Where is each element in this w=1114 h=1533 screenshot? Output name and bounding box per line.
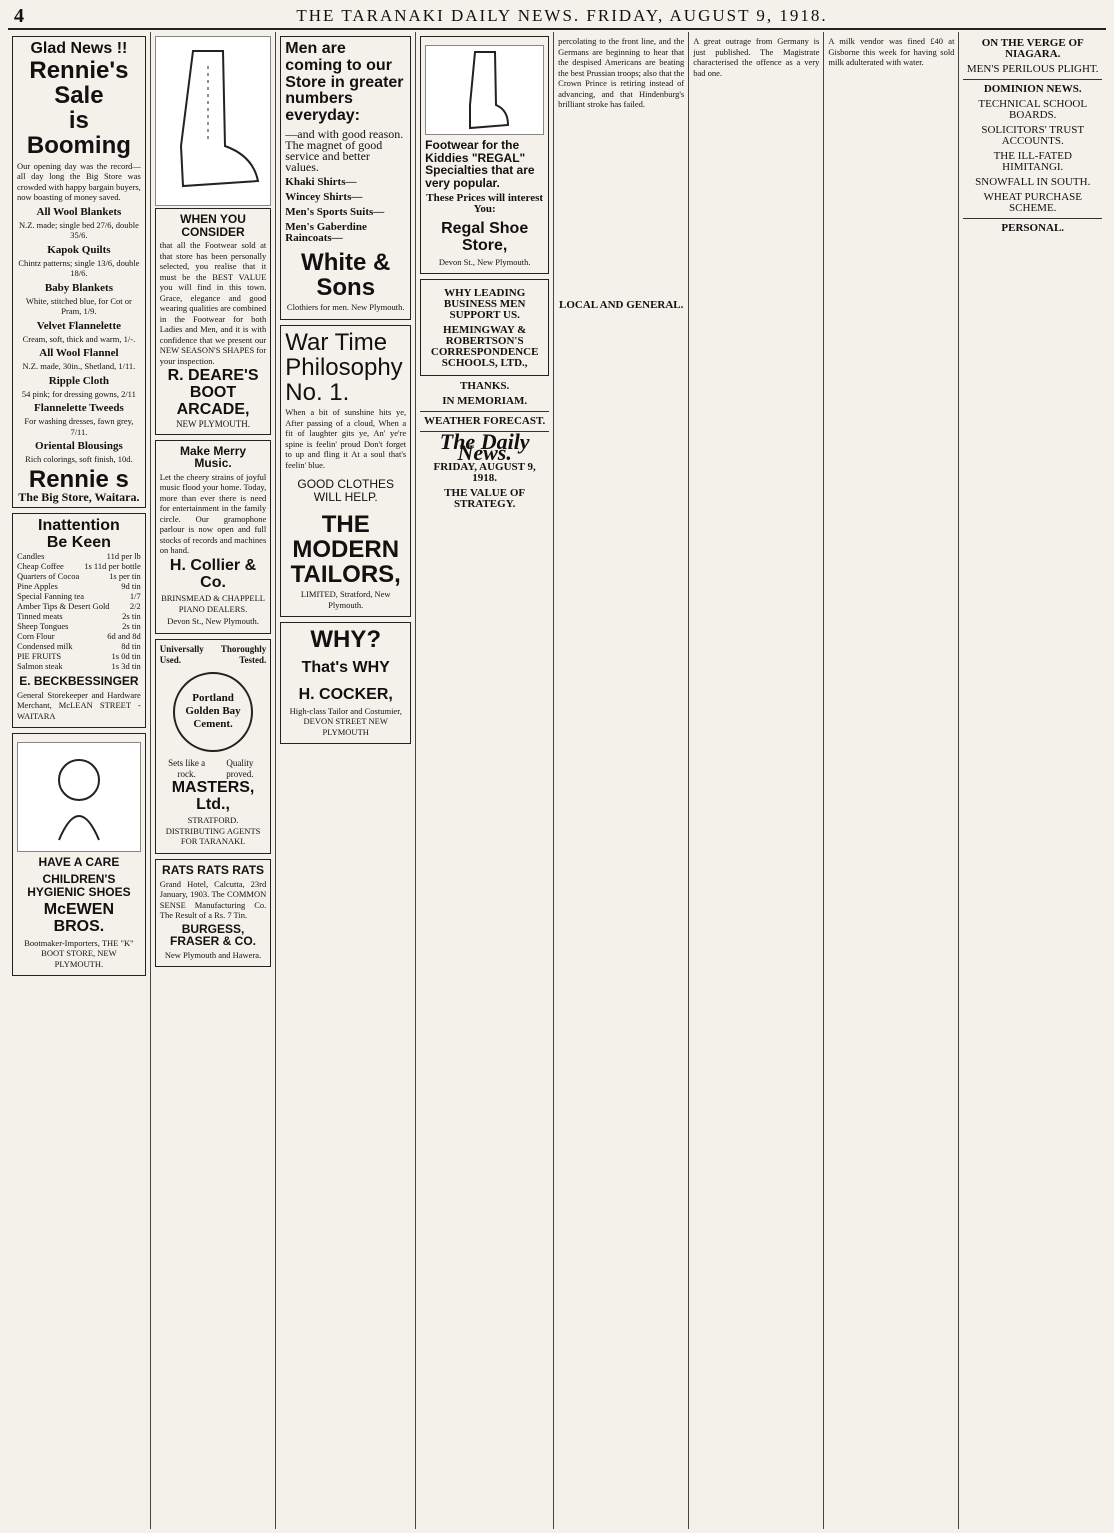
item-desc: N.Z. made, 30in., Shetland, 1/11. [22,361,136,372]
item-desc: Rich colorings, soft finish, 10d. [25,454,133,465]
ad-text: —and with good reason. The magnet of good service and better values. [285,126,404,174]
ad-text: Devon St., New Plymouth. [438,256,531,267]
item-desc: Cream, soft, thick and warm, 1/-. [22,333,136,344]
section-subheading: SNOWFALL IN SOUTH. [975,176,1091,188]
mcewen-ad [12,733,146,976]
ad-heading: HAVE A CARE [38,855,120,870]
ad-text: New Plymouth and Hawera. [164,949,262,960]
ad-heading: Regal Shoe Store, [441,220,529,255]
column-5 [554,32,689,1529]
child-illustration [17,742,141,852]
section-subheading: TECHNICAL SCHOOL BOARDS. [978,98,1088,121]
collier-ad [155,440,271,634]
price-row [17,561,141,571]
ad-heading: WHY LEADING BUSINESS MEN SUPPORT US. [443,287,526,322]
ad-heading: WHEN YOU CONSIDER [180,212,246,239]
section-heading: WEATHER FORECAST. [424,415,546,428]
item-price: 2s tin [122,611,141,622]
ad-text: Sets like a rock. [168,757,206,779]
item-price: 2s tin [122,621,141,632]
section-subheading: MEN'S PERILOUS PLIGHT. [966,63,1099,75]
masthead-title: THE TARANAKI DAILY NEWS. FRIDAY, AUGUST 9, 1918. [296,6,828,25]
cement-ad [155,639,271,854]
ad-heading: Khaki Shirts— [285,175,357,188]
price-row [17,611,141,621]
item-price: 1s per tin [109,571,141,582]
column-1 [8,32,151,1529]
ad-heading: Wincey Shirts— [285,190,363,203]
section-heading: THANKS. [460,380,510,393]
ad-text: Universally [159,643,204,654]
ad-text: Devon St., New Plymouth. [167,616,259,627]
item-price: 1s 0d tin [111,651,141,662]
item-price: 1s 11d per bottle [84,561,141,572]
newspaper-nameplate: The Daily News. [439,429,530,466]
ad-text: Used. [159,654,182,665]
dateline: FRIDAY, AUGUST 9, 1918. [433,461,536,485]
item-name: Tinned meats [17,611,63,622]
item-name: All Wool Blankets [36,205,122,218]
column-2 [151,32,276,1529]
item-name: Ripple Cloth [48,374,109,387]
column-8 [959,32,1106,1529]
item-price: 8d tin [121,641,141,652]
item-name: Amber Tips & Desert Gold [17,601,110,612]
item-price: 6d and 8d [107,631,141,642]
section-subheading: WHEAT PURCHASE SCHEME. [983,191,1082,214]
column-6 [689,32,824,1529]
ad-heading: Rennie's Sale [29,56,129,109]
price-row [17,601,141,611]
section-heading: PERSONAL. [1001,222,1065,234]
price-row [17,631,141,641]
boot-illustration [425,45,544,135]
item-price: 1s 3d tin [111,661,141,672]
ad-heading: WHY? [310,626,382,654]
item-desc: Chintz patterns; single 13/6, double 18/6. [18,257,140,279]
item-price: 2/2 [129,601,141,612]
ad-heading: BURGESS, FRASER & CO. [170,921,257,949]
boot-illustration [155,36,271,206]
section-heading: DOMINION NEWS. [983,83,1082,95]
ad-heading: Make Merry Music. [180,443,247,471]
section-heading: IN MEMORIAM. [442,395,528,408]
ad-heading: R. DEARE'S BOOT ARCADE, [167,367,259,418]
ad-heading: Inattention [38,516,120,534]
ad-heading: GOOD CLOTHES WILL HELP. [297,477,395,505]
ad-text: STRATFORD. DISTRIBUTING AGENTS FOR TARANAKI. [165,815,261,847]
ad-text: NEW PLYMOUTH. [176,418,250,429]
ad-text: Quality proved. [226,757,254,779]
item-price: 1/7 [129,591,141,602]
ad-heading: CHILDREN'S HYGIENIC SHOES [27,872,131,899]
item-price: 11d per lb [106,551,141,562]
ad-heading: H. COCKER, [298,686,393,704]
ad-text: High-class Tailor and Costumier, DEVON STREET NEW PLYMOUTH [289,705,402,737]
price-row [17,551,141,561]
page-number: 4 [14,4,24,27]
item-name: Baby Blankets [44,281,113,294]
price-row [17,571,141,581]
item-desc: 54 pink; for dressing gowns, 2/11 [21,388,136,399]
section-subheading: THE ILL-FATED HIMITANGI. [993,150,1072,173]
ad-heading: These Prices will interest You: [426,192,544,216]
ad-heading: MASTERS, Ltd., [171,778,255,813]
article-heading: THE VALUE OF STRATEGY. [444,487,526,511]
item-desc: N.Z. made; single bed 27/6, double 35/6. [18,219,139,241]
section-subheading: SOLICITORS' TRUST ACCOUNTS. [981,124,1085,147]
hemingway-ad [420,279,549,376]
cement-logo: Portland Golden Bay Cement. [173,672,253,752]
ad-heading: Men's Sports Suits— [285,205,385,218]
white-sons-ad [280,36,411,320]
ad-text: LIMITED, Stratford, New Plymouth. [300,589,391,610]
item-name: Pine Apples [17,581,58,592]
rats-ad [155,859,271,967]
ad-heading: HEMINGWAY & ROBERTSON'S CORRESPONDENCE SCHOOLS, LTD., [430,324,539,370]
ad-heading: E. BECKBESSINGER [19,674,139,689]
item-name: Oriental Blousings [35,440,123,453]
item-name: Salmon steak [17,661,63,672]
cocker-ad [280,622,411,744]
ad-text: Our opening day was the record—all day long the Big Store was crowded with happy bargain buyers, now boasting of money saved. [17,160,141,203]
column-7 [824,32,959,1529]
item-name: Kapok Quilts [47,243,111,256]
ad-heading: War Time Philosophy No. 1. [285,328,403,407]
section-heading: LOCAL AND GENERAL. [559,299,684,311]
item-desc: For washing dresses, fawn grey, 7/11. [24,416,134,437]
ad-heading: Rennie s [28,465,129,493]
columns [8,32,1106,1529]
item-name: PIE FRUITS [17,651,62,662]
ad-heading: Men are coming to our Store in greater numbers everyday: [285,40,404,125]
ad-heading: That's WHY [301,659,390,677]
regal-ad [420,36,549,274]
ad-heading: Glad News !! [30,40,128,57]
column-4 [416,32,554,1529]
item-name: Cheap Coffee [17,561,64,572]
ad-heading: Men's Gaberdine Raincoats— [285,220,367,244]
item-name: Candles [17,551,45,562]
ad-text: Let the cheery strains of joyful music flood your home. Today, more than ever there is need for entertainment in the family circle. Our gramophone parlour is now open and full stocks of records and machines on hand. [159,471,267,556]
price-list [17,551,141,671]
ad-text: The Big Store, Waitara. [18,489,140,504]
item-name: Flannelette Tweeds [34,402,124,415]
price-row [17,641,141,651]
ad-text: When a bit of sunshine hits ye, After passing of a cloud, When a fit of laughter gits ye, An' ye're spine is feelin' proud Don't forget to up and fling it At a soul that's feelin' blue. [285,407,407,470]
modern-tailors-ad [280,325,411,617]
price-row [17,621,141,631]
price-row [17,651,141,661]
ad-text: General Storekeeper and Hardware Merchant, McLEAN STREET - WAITARA [17,689,141,721]
article-text: A milk vendor was fined £40 at Gisborne this week for having sold milk adulterated with water. [828,36,955,67]
item-price: 9d tin [121,581,141,592]
ad-heading: Footwear for the Kiddies "REGAL" Specialties that are very popular. [425,138,535,190]
deare-ad [155,208,271,435]
ad-heading: is Booming [26,107,131,160]
item-list [17,207,141,465]
ad-text: Grand Hotel, Calcutta, 23rd January, 1903. The COMMON SENSE Manufacturing Co. The Result of a Rs. 7 Tin. [159,878,267,921]
item-name: Condensed milk [17,641,73,652]
item-name: All Wool Flannel [39,347,119,360]
ad-text: Bootmaker-Importers, THE "K" BOOT STORE, NEW PLYMOUTH. [24,937,134,969]
inattention-ad [12,513,146,729]
section-heading: ON THE VERGE OF NIAGARA. [981,37,1084,60]
item-name: Corn Flour [17,631,55,642]
ad-heading: RATS RATS RATS [162,862,265,877]
ad-heading: THE MODERN TAILORS, [290,510,401,588]
price-row [17,661,141,671]
item-name: Special Fanning tea [17,591,85,602]
item-name: Quarters of Cocoa [17,571,80,582]
item-name: Velvet Flannelette [36,319,121,332]
item-name: Sheep Tongues [17,621,69,632]
ad-heading: H. Collier & Co. [169,556,257,591]
masthead [8,4,1106,30]
ad-heading: McEWEN BROS. [43,901,115,935]
ad-heading: White & Sons [301,248,391,302]
price-row [17,581,141,591]
price-row [17,591,141,601]
ad-text: Clothiers for men. New Plymouth. [286,302,405,313]
ad-text: Tested. [239,654,267,665]
article-text: percolating to the front line, and the Germans are beginning to hear that the despised Americans are beating the best Prussian troops; also that the Crown Prince is retiring instead of advancing, and that Hindenburg's brilliant stroke has failed. [558,36,685,109]
item-desc: White, stitched blue, for Cot or Pram, 1/9. [25,295,132,317]
ad-text: Thoroughly [220,643,267,654]
ad-text: that all the Footwear sold at that store has been personally selected, you realise that it must be the BEST VALUE you will find in this town. Grace, elegance and good wearing qualities are combined in the Footwear for both Ladies and Men, and it is with confidence that we present our NEW SEASON'S SHAPES for your inspection. [159,240,267,366]
rennie-ad [12,36,146,508]
ad-heading: Be Keen [46,533,111,551]
article-text: A great outrage from Germany is just published. The Magistrate characterised the offence as a very bad one. [693,36,820,78]
ad-text: BRINSMEAD & CHAPPELL PIANO DEALERS. [161,593,265,614]
column-3 [276,32,416,1529]
